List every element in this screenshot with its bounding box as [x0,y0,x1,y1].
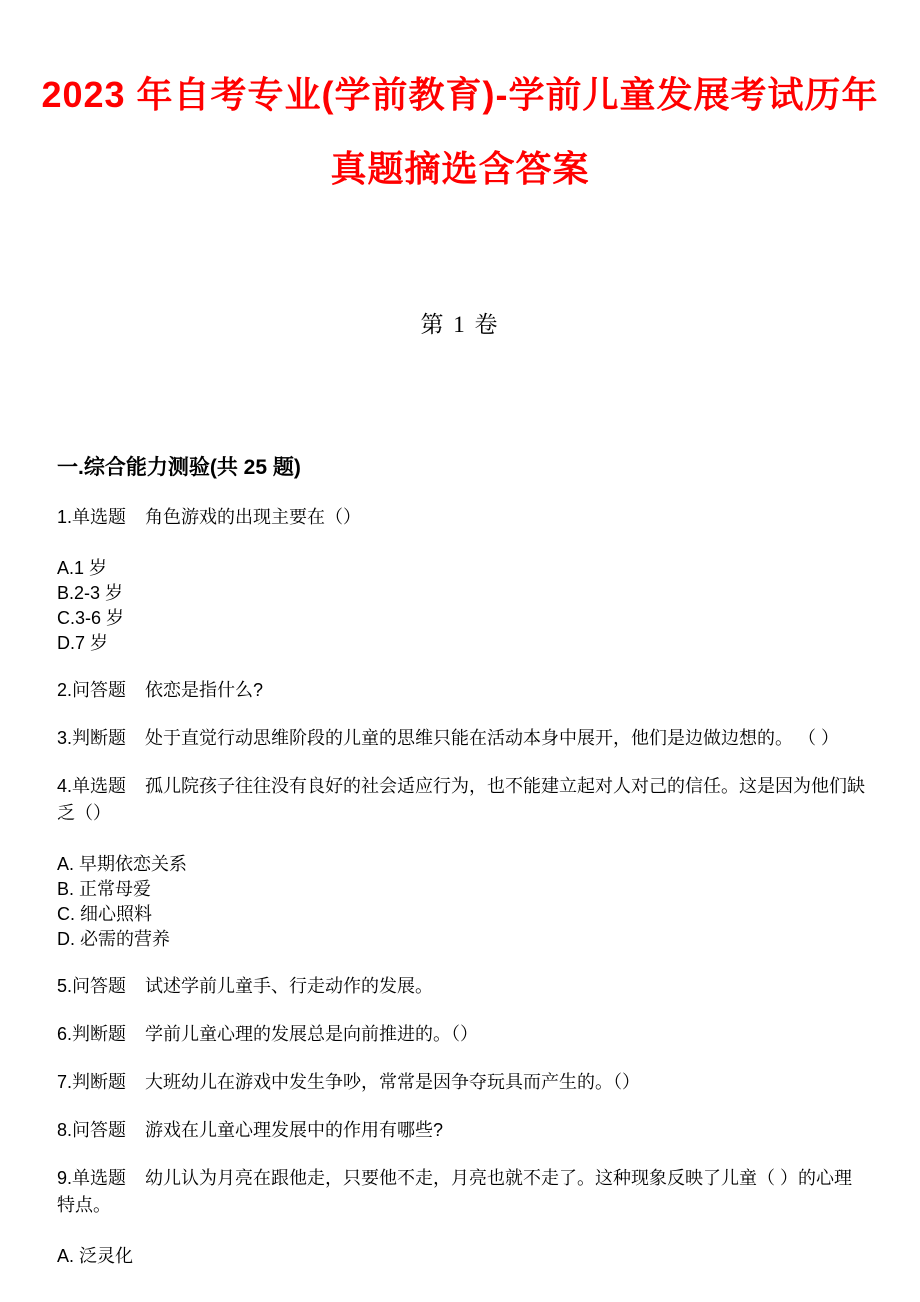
exam-body [57,453,869,1269]
question-9-options [57,1244,869,1269]
page-title: 2023 年自考专业(学前教育)-学前儿童发展考试历年真题摘选含答案 [41,74,879,189]
question-9-text: 幼儿认为月亮在跟他走，只要他不走，月亮也就不走了。这种现象反映了儿童（ ）的心理特点。 [57,1168,853,1215]
option-c: C. 细心照料 [57,904,153,924]
option-c: C.3-6 岁 [57,608,125,628]
question-6-text: 学前儿童心理的发展总是向前推进的。（） [145,1024,479,1044]
question-3 [57,725,869,752]
question-8-text: 游戏在儿童心理发展中的作用有哪些? [145,1120,444,1140]
question-8-label: 8.问答题 [57,1120,127,1140]
question-9-label: 9.单选题 [57,1168,127,1188]
question-4-label: 4.单选题 [57,776,127,796]
question-2-text: 依恋是指什么? [145,680,264,700]
option-a: A. 泛灵化 [57,1246,134,1266]
option-d: D.7 岁 [57,633,109,653]
option-b: B.2-3 岁 [57,583,124,603]
question-7-text: 大班幼儿在游戏中发生争吵，常常是因争夺玩具而产生的。（） [145,1072,641,1092]
question-1-label: 1.单选题 [57,507,127,527]
option-a: A.1 岁 [57,558,108,578]
question-4-text: 孤儿院孩子往往没有良好的社会适应行为，也不能建立起对人对己的信任。这是因为他们缺乏（） [57,776,866,823]
question-1-text: 角色游戏的出现主要在（） [145,507,362,527]
question-5 [57,973,869,1000]
question-4-options [57,852,869,952]
volume-label: 第 1 卷 [420,312,500,337]
question-1 [57,504,869,531]
question-2 [57,677,869,704]
question-7-label: 7.判断题 [57,1072,127,1092]
question-3-label: 3.判断题 [57,728,127,748]
question-1-options [57,556,869,656]
option-b: B. 正常母爱 [57,879,152,899]
question-7 [57,1069,869,1096]
question-9 [57,1165,869,1219]
question-2-label: 2.问答题 [57,680,127,700]
question-3-text: 处于直觉行动思维阶段的儿童的思维只能在活动本身中展开，他们是边做边想的。 （ ） [145,728,840,748]
option-a: A. 早期依恋关系 [57,854,188,874]
section-heading: 一.综合能力测验(共 25 题) [57,456,301,479]
question-8 [57,1117,869,1144]
question-6-label: 6.判断题 [57,1024,127,1044]
question-6 [57,1021,869,1048]
question-4 [57,773,869,827]
option-d: D. 必需的营养 [57,929,171,949]
question-5-text: 试述学前儿童手、行走动作的发展。 [145,976,434,996]
question-5-label: 5.问答题 [57,976,127,996]
